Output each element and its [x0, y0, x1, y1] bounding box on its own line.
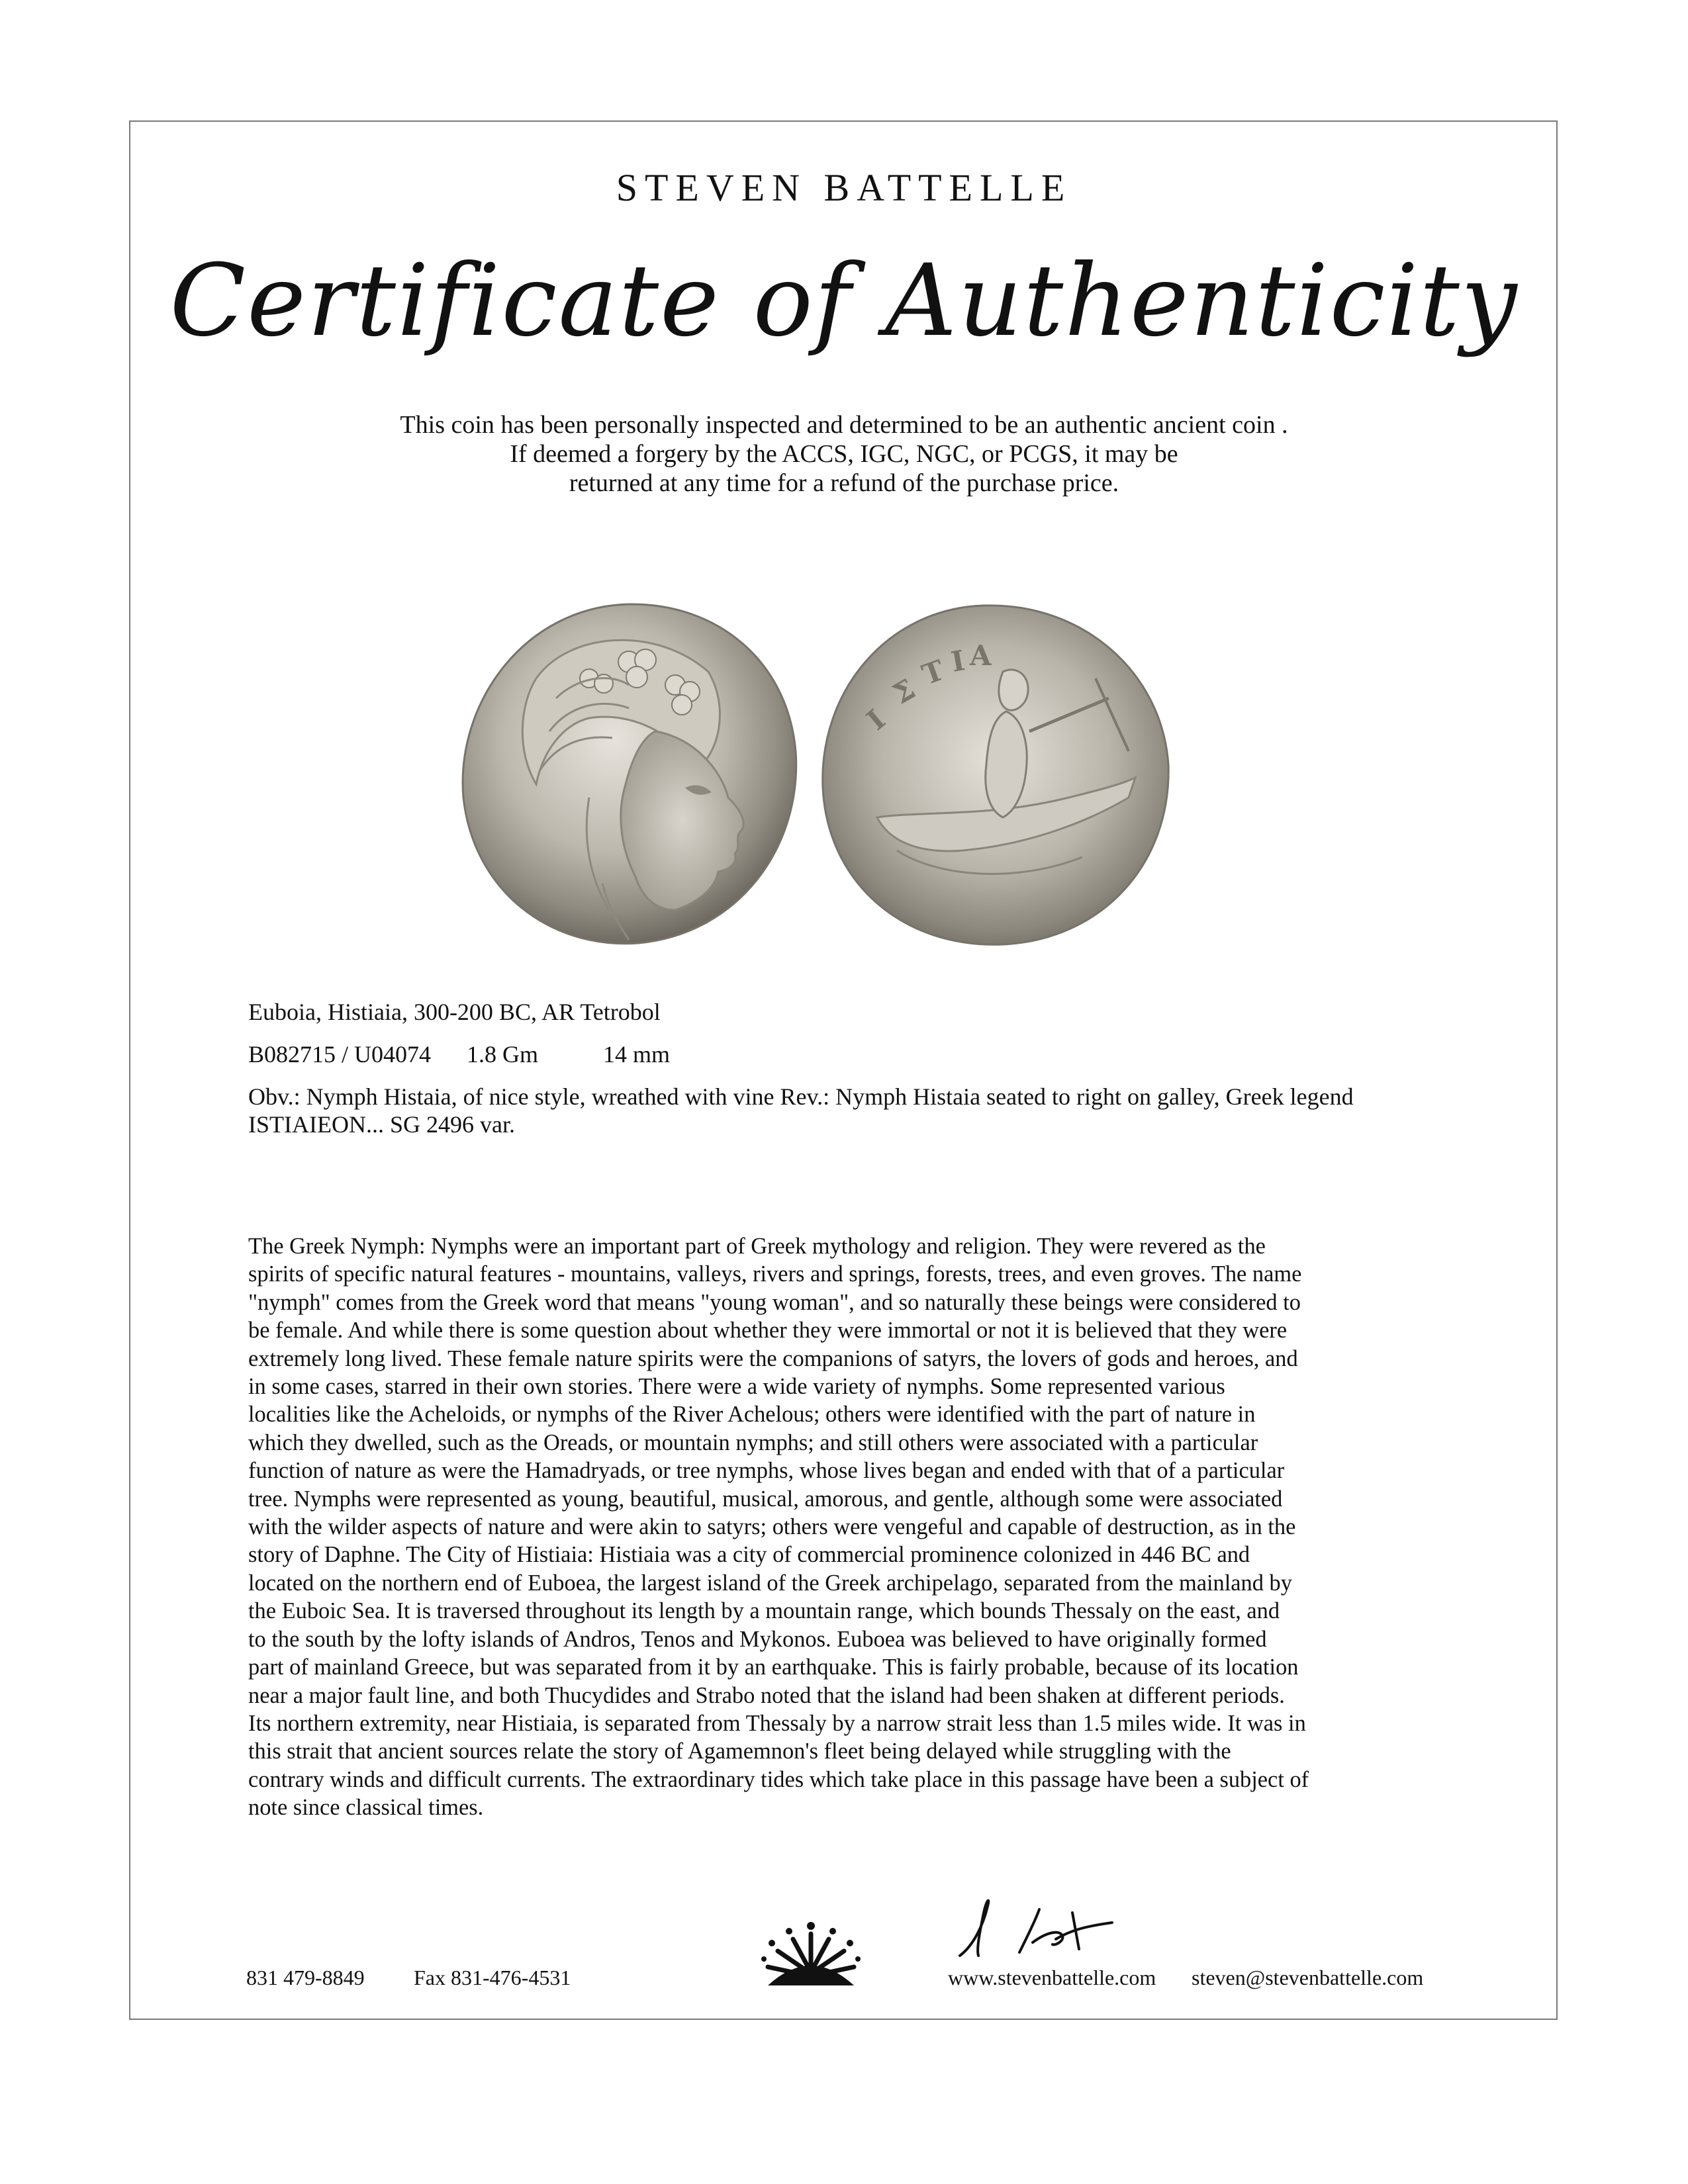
coin-specs: [248, 1040, 670, 1068]
coin-diameter: 14 mm: [603, 1041, 671, 1068]
history-text: [248, 1232, 1410, 1822]
history-line: the Euboic Sea. It is traversed throughout its length by a mountain range, which bounds Thessaly on the east, and: [248, 1598, 1280, 1624]
svg-text:I: I: [949, 644, 968, 678]
history-line: function of nature as were the Hamadryads, or tree nymphs, whose lives began and ended with that of a particular: [248, 1458, 1285, 1484]
history-line: located on the northern end of Euboea, the largest island of the Greek archipelago, separated from the mainland by: [248, 1570, 1292, 1596]
certificate-title: Certificate of Authenticity: [169, 244, 1519, 359]
sunburst-logo-icon: [761, 1919, 861, 1992]
history-line: to the south by the lofty islands of Andros, Tenos and Mykonos. Euboea was believed to have originally formed: [248, 1626, 1267, 1652]
history-line: "nymph" comes from the Greek word that means "young woman", and so naturally these beings were considered to: [248, 1289, 1301, 1315]
coin-inventory-id: B082715 / U04074: [248, 1041, 432, 1068]
history-line: near a major fault line, and both Thucydides and Strabo noted that the island had been shaken at different periods.: [248, 1682, 1285, 1708]
guarantee-line: If deemed a forgery by the ACCS, IGC, NGC, or PCGS, it may be: [510, 440, 1178, 468]
svg-text:A: A: [970, 639, 992, 672]
history-line: contrary winds and difficult currents. The extraordinary tides which take place in this passage have been a subject of: [248, 1766, 1309, 1792]
guarantee-line: returned at any time for a refund of the purchase price.: [569, 469, 1119, 497]
history-line: The Greek Nymph: Nymphs were an important part of Greek mythology and religion. They were revered as the: [248, 1234, 1266, 1259]
signature-icon: [947, 1893, 1145, 1966]
history-line: which they dwelled, such as the Oreads, or mountain nymphs; and still others were associated with a particular: [248, 1430, 1258, 1455]
coin-weight: 1.8 Gm: [467, 1041, 539, 1068]
history-line: spirits of specific natural features - mountains, valleys, rivers and springs, forests, trees, and even groves. The name: [248, 1261, 1302, 1287]
history-line: localities like the Acheloids, or nymphs of the River Achelous; others were identified with the part of nature in: [248, 1402, 1256, 1428]
history-line: extremely long lived. These female nature spirits were the companions of satyrs, the lovers of gods and heroes, and: [248, 1345, 1298, 1371]
brand-name: STEVEN BATTELLE: [616, 166, 1072, 209]
history-line: with the wilder aspects of nature and were akin to satyrs; others were vengeful and capable of destruction, as in the: [248, 1514, 1296, 1540]
footer-fax: Fax 831-476-4531: [414, 1966, 571, 1989]
history-line: tree. Nymphs were represented as young, beautiful, musical, amorous, and gentle, although some were associated: [248, 1486, 1283, 1512]
history-line: note since classical times.: [248, 1795, 484, 1821]
history-line: be female. And while there is some question about whether they were immortal or not it is believed that they were: [248, 1318, 1288, 1343]
history-line: story of Daphne. The City of Histiaia: Histiaia was a city of commercial prominence colonized in 446 BC and: [248, 1542, 1250, 1568]
footer-phone: 831 479-8849: [246, 1966, 365, 1989]
coin-obverse-icon: [457, 599, 801, 950]
coin-reverse-icon: [818, 599, 1175, 950]
guarantee-line: This coin has been personally inspected and determined to be an authentic ancient coin .: [400, 411, 1288, 439]
history-line: part of mainland Greece, but was separated from it by an earthquake. This is fairly probable, because of its location: [248, 1655, 1299, 1680]
svg-text:I: I: [860, 703, 892, 737]
footer-website[interactable]: www.stevenbattelle.com: [948, 1966, 1156, 1989]
history-line: in some cases, starred in their own stories. There were a wide variety of nymphs. Some represented various: [248, 1374, 1225, 1400]
footer-email[interactable]: steven@stevenbattelle.com: [1192, 1966, 1424, 1989]
history-line: Its northern extremity, near Histiaia, is separated from Thessaly by a narrow strait less than 1.5 miles wide. It was in: [248, 1710, 1306, 1736]
svg-text:Σ: Σ: [887, 672, 921, 711]
coin-title: Euboia, Histiaia, 300-200 BC, AR Tetrobol: [248, 999, 661, 1025]
history-line: this strait that ancient sources relate the story of Agamemnon's fleet being delayed while struggling with the: [248, 1739, 1231, 1764]
svg-text:T: T: [917, 653, 949, 692]
coin-description: Obv.: Nymph Histaia, of nice style, wreathed with vine Rev.: Nymph Histaia seated to right on galley, Greek legend ISTIAIEON... SG 2496 var.: [248, 1083, 1354, 1138]
guarantee-statement: [0, 410, 1688, 498]
